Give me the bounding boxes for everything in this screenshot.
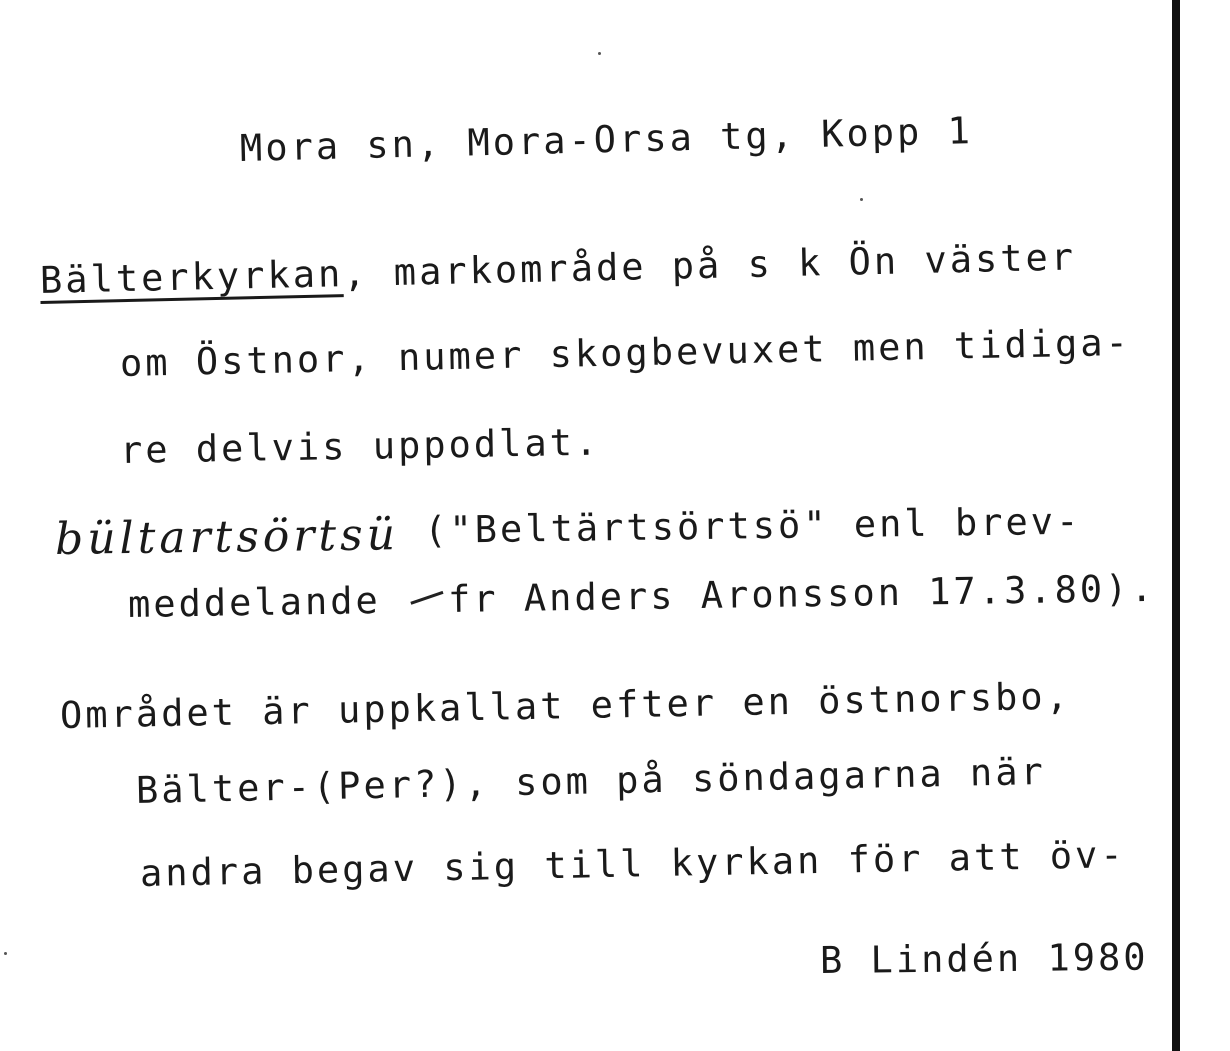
entry-line-1 [39,235,1077,302]
signature: B Lindén 1980 [819,935,1149,982]
paper-speck [598,52,601,55]
entry-line-5-text-b: fr Anders Aronsson 17.3.80). [447,566,1156,621]
pen-stroke-mark [410,591,443,605]
entry-line-2: om Östnor, numer skogbevuxet men tidiga- [119,320,1132,385]
entry-line-4-text: ("Beltärtsörtsö" enl brev- [398,499,1082,553]
entry-line-6: Området är uppkallat efter en östnorsbo, [59,674,1072,737]
card-header: Mora sn, Mora-Orsa tg, Kopp 1 [239,109,974,170]
entry-line-8: andra begav sig till kyrkan för att öv- [139,833,1126,895]
entry-line-7: Bälter-(Per?), som på söndagarna när [135,749,1047,812]
entry-line-5-text-a: meddelande [127,579,382,626]
entry-line-5 [127,566,1156,626]
handwritten-dialect-form: bültartsörtsü [54,509,400,565]
entry-line-4 [54,498,1082,565]
entry-line-3: re delvis uppodlat. [119,420,601,472]
entry-line-1-text: , markområde på s k Ön väster [342,235,1077,296]
headword: Bälterkyrkan [39,252,344,302]
card-edge-border [1172,0,1180,1051]
paper-speck [860,198,863,201]
paper-speck [4,952,7,955]
